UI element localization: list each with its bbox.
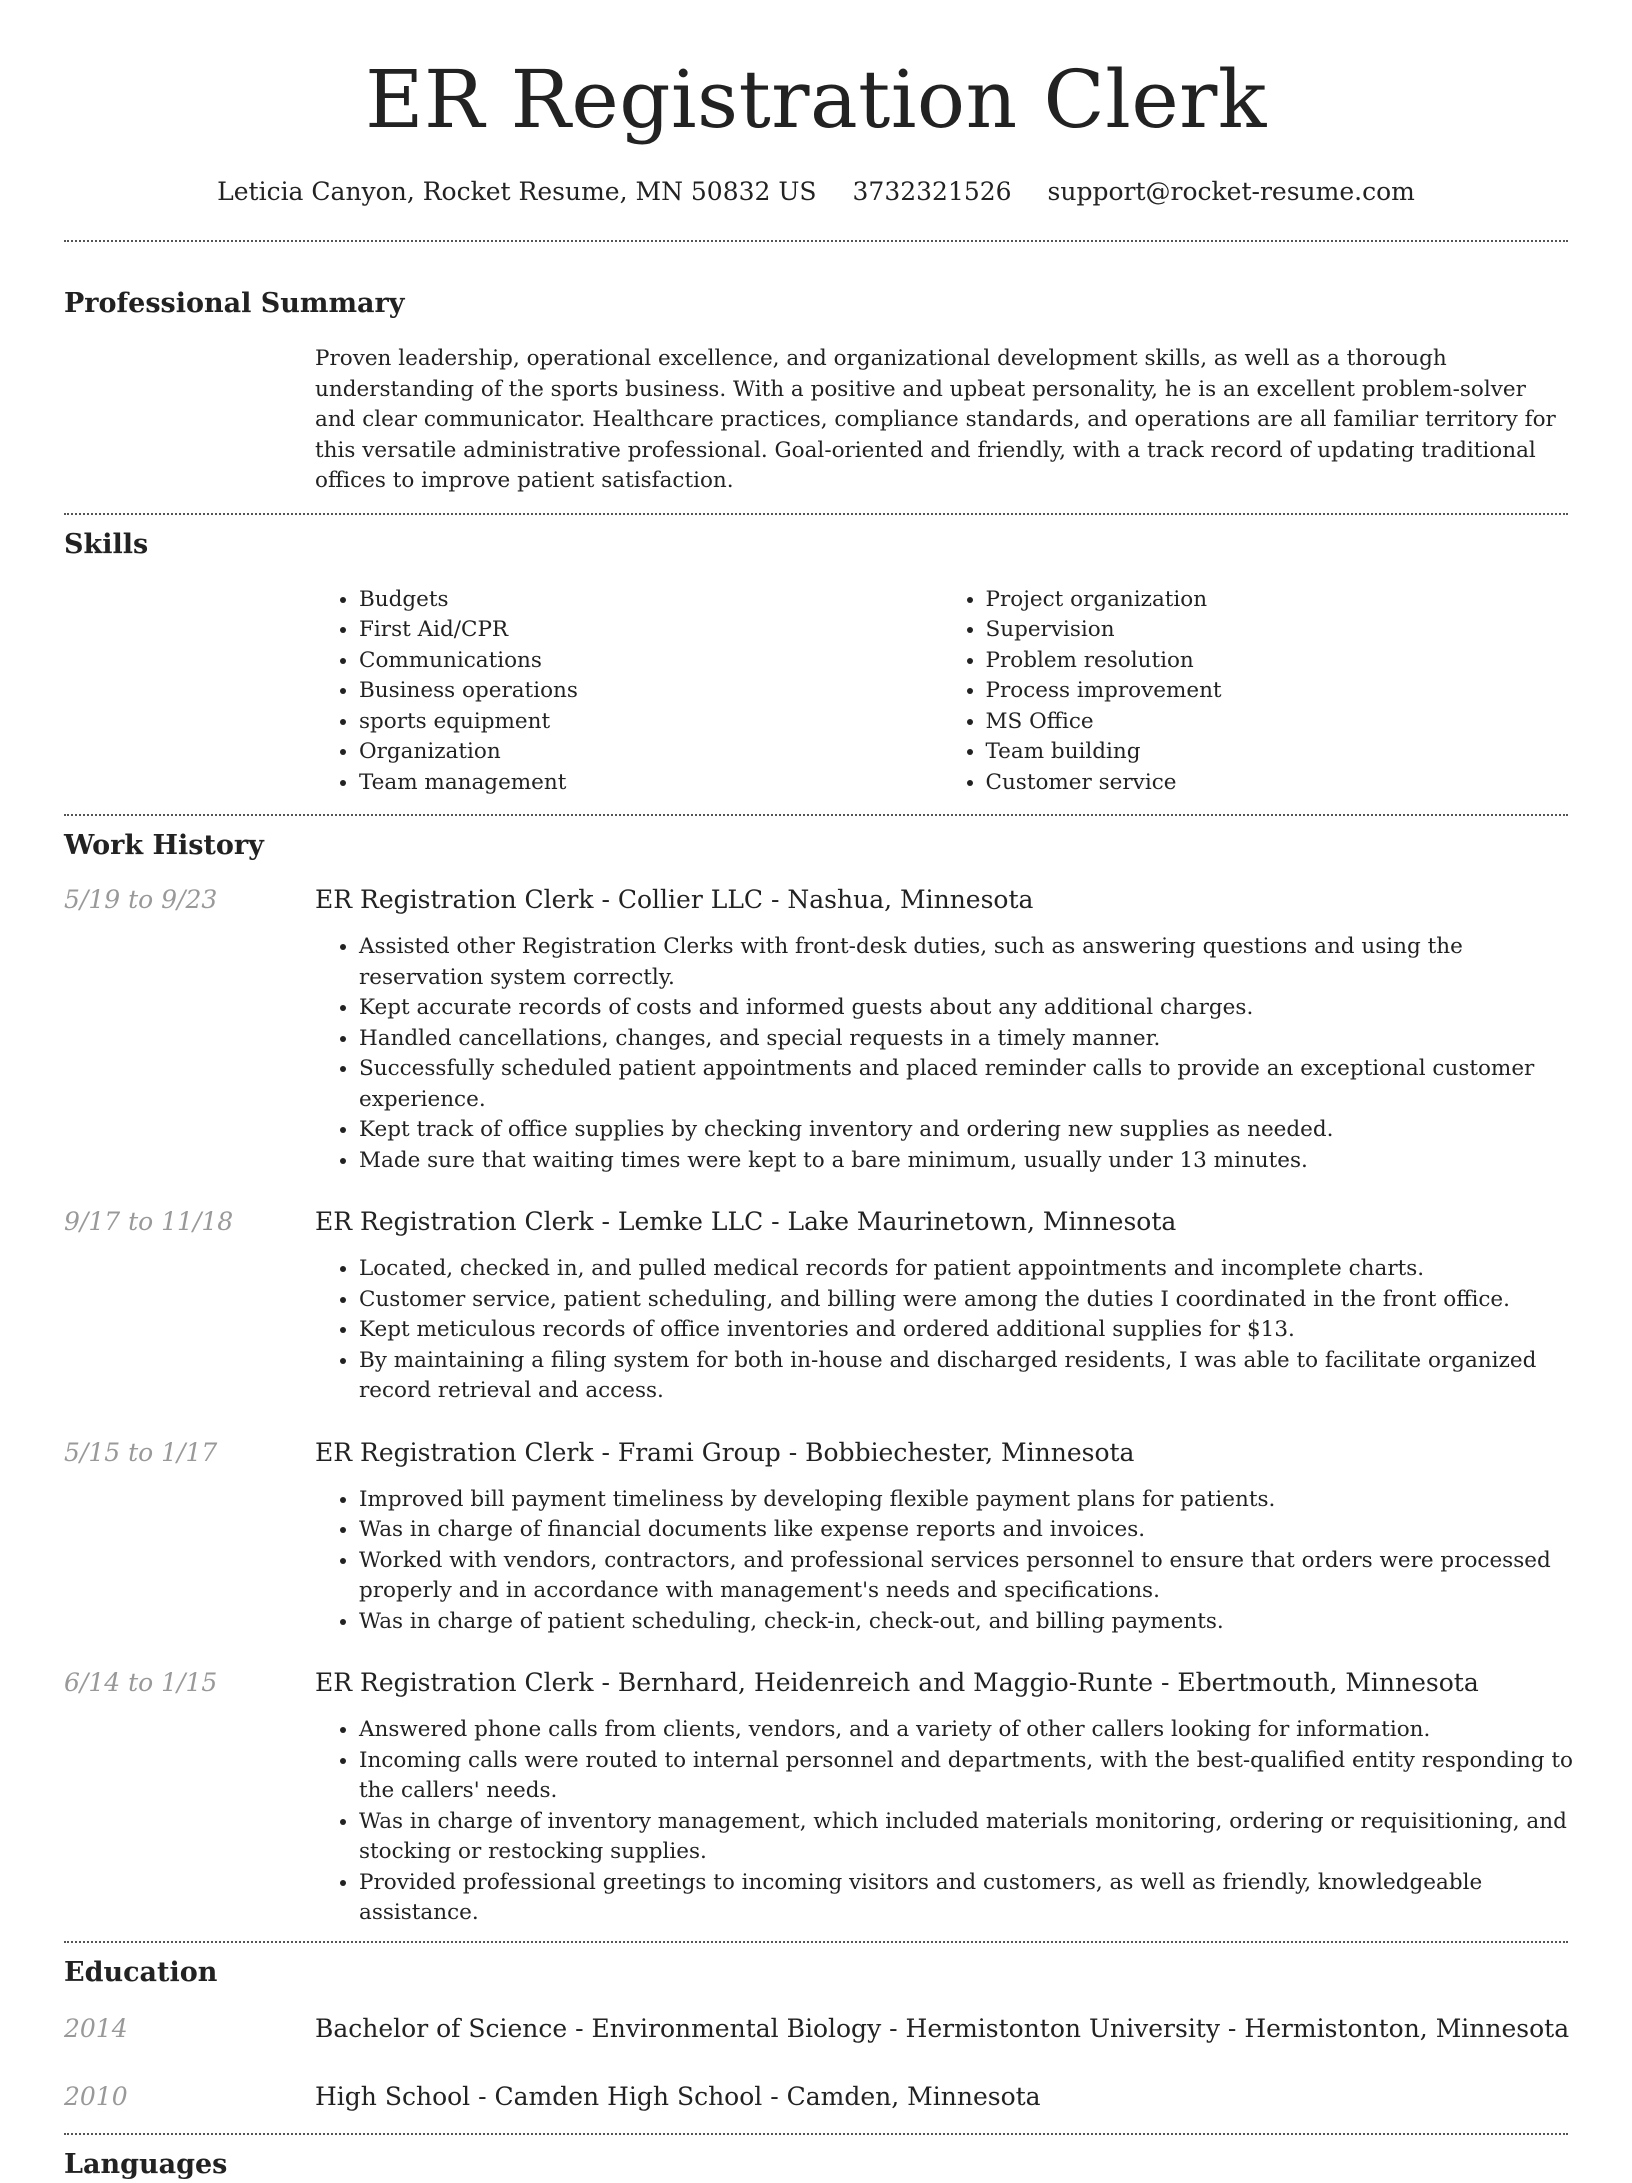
skill-item: • Organization	[359, 737, 942, 768]
job-bullet: • Kept accurate records of costs and informed guests about any additional charges.	[359, 993, 1576, 1024]
skill-item: • First Aid/CPR	[359, 615, 942, 646]
skill-item: • Supervision	[986, 615, 1569, 646]
job-bullet: • Made sure that waiting times were kept to a bare minimum, usually under 13 minutes.	[359, 1146, 1576, 1177]
job-entry	[0, 1667, 1632, 1699]
job-dates: 6/14 to 1/15	[64, 1668, 218, 1697]
section-heading-languages: Languages	[64, 2148, 228, 2180]
skill-item: • MS Office	[986, 707, 1569, 738]
job-bullets	[315, 932, 1576, 1176]
job-dates: 9/17 to 11/18	[64, 1207, 234, 1236]
job-entry	[0, 1206, 1632, 1238]
skill-item: • Team management	[359, 768, 942, 799]
contact-email: support@rocket-resume.com	[1047, 177, 1415, 206]
skills-column-right	[942, 585, 1569, 799]
job-bullet: • Was in charge of financial documents like expense reports and invoices.	[359, 1515, 1576, 1546]
skill-item: • Communications	[359, 646, 942, 677]
section-heading-summary: Professional Summary	[64, 288, 405, 319]
job-title: ER Registration Clerk - Collier LLC - Nashua, Minnesota	[315, 885, 1034, 914]
job-bullets	[315, 1254, 1576, 1407]
job-title: ER Registration Clerk - Lemke LLC - Lake Maurinetown, Minnesota	[315, 1207, 1177, 1236]
job-bullet: • Was in charge of inventory management, which included materials monitoring, ordering or requisitioning, and stocking or restocking supplies.	[359, 1807, 1576, 1868]
skill-item: • Team building	[986, 737, 1569, 768]
job-bullet: • Assisted other Registration Clerks with front-desk duties, such as answering questions and using the reservation system correctly.	[359, 932, 1576, 993]
job-bullet: • By maintaining a filing system for both in-house and discharged residents, I was able to facilitate organized record retrieval and access.	[359, 1346, 1576, 1407]
job-bullet: • Handled cancellations, changes, and special requests in a timely manner.	[359, 1024, 1576, 1055]
job-entry	[0, 1437, 1632, 1469]
divider	[64, 814, 1568, 816]
job-dates: 5/15 to 1/17	[64, 1437, 218, 1467]
skill-item: • Customer service	[986, 768, 1569, 799]
job-bullet: • Worked with vendors, contractors, and professional services personnel to ensure that orders were processed properly and in accordance with management's needs and specifications.	[359, 1546, 1576, 1607]
job-bullet: • Incoming calls were routed to internal personnel and departments, with the best-qualified entity responding to the callers' needs.	[359, 1746, 1576, 1807]
skill-item: • sports equipment	[359, 707, 942, 738]
job-bullet: • Kept track of office supplies by checking inventory and ordering new supplies as needed.	[359, 1115, 1576, 1146]
job-bullet: • Located, checked in, and pulled medical records for patient appointments and incomplete charts.	[359, 1254, 1576, 1285]
section-heading-work-history: Work History	[64, 830, 264, 861]
divider	[64, 513, 1568, 515]
job-bullets	[315, 1485, 1576, 1638]
divider	[64, 2133, 1568, 2135]
job-bullet: • Improved bill payment timeliness by developing flexible payment plans for patients.	[359, 1485, 1576, 1516]
job-bullets	[315, 1715, 1576, 1929]
job-bullet: • Successfully scheduled patient appointments and placed reminder calls to provide an exceptional customer experience.	[359, 1054, 1576, 1115]
education-title: Bachelor of Science - Environmental Biology - Hermistonton University - Hermistonton, Minnesota	[315, 2013, 1570, 2043]
education-year: 2014	[64, 2013, 128, 2043]
divider	[64, 240, 1568, 242]
divider	[64, 1941, 1568, 1943]
summary-text: Proven leadership, operational excellence, and organizational development skills, as well as a thorough understanding of the sports business. With a positive and upbeat personality, he is an excellent problem-solver and clear communicator. Healthcare practices, compliance standards, and operations are all familiar territory for this versatile administrative professional. Goal-oriented and friendly, with a track record of updating traditional offices to improve patient satisfaction.	[315, 346, 1556, 493]
education-title: High School - Camden High School - Camden, Minnesota	[315, 2081, 1041, 2111]
contact-address: Leticia Canyon, Rocket Resume, MN 50832 US	[217, 177, 817, 206]
job-dates: 5/19 to 9/23	[64, 885, 218, 914]
skill-item: • Project organization	[986, 585, 1569, 616]
job-title: ER Registration Clerk - Bernhard, Heidenreich and Maggio-Runte - Ebertmouth, Minnesota	[315, 1668, 1479, 1697]
education-year: 2010	[64, 2081, 128, 2111]
skill-item: • Budgets	[359, 585, 942, 616]
job-bullet: • Customer service, patient scheduling, and billing were among the duties I coordinated in the front office.	[359, 1285, 1576, 1316]
skill-item: • Business operations	[359, 676, 942, 707]
skills-column-left	[315, 585, 942, 799]
education-entry	[0, 2081, 1632, 2113]
job-entry	[0, 884, 1632, 916]
contact-phone: 3732321526	[852, 177, 1012, 206]
job-bullet: • Was in charge of patient scheduling, check-in, check-out, and billing payments.	[359, 1607, 1576, 1638]
job-bullet: • Provided professional greetings to incoming visitors and customers, as well as friendly, knowledgeable assistance.	[359, 1868, 1576, 1929]
section-heading-skills: Skills	[64, 528, 149, 560]
job-bullet: • Answered phone calls from clients, vendors, and a variety of other callers looking for information.	[359, 1715, 1576, 1746]
job-title: ER Registration Clerk - Frami Group - Bobbiechester, Minnesota	[315, 1437, 1135, 1467]
section-heading-education: Education	[64, 1956, 218, 1988]
skills-list	[315, 585, 1568, 799]
contact-line	[0, 176, 1632, 208]
skill-item: • Process improvement	[986, 676, 1569, 707]
resume-title: ER Registration Clerk	[365, 53, 1267, 146]
job-bullet: • Kept meticulous records of office inventories and ordered additional supplies for $13.	[359, 1315, 1576, 1346]
skill-item: • Problem resolution	[986, 646, 1569, 677]
education-entry	[0, 2013, 1632, 2045]
